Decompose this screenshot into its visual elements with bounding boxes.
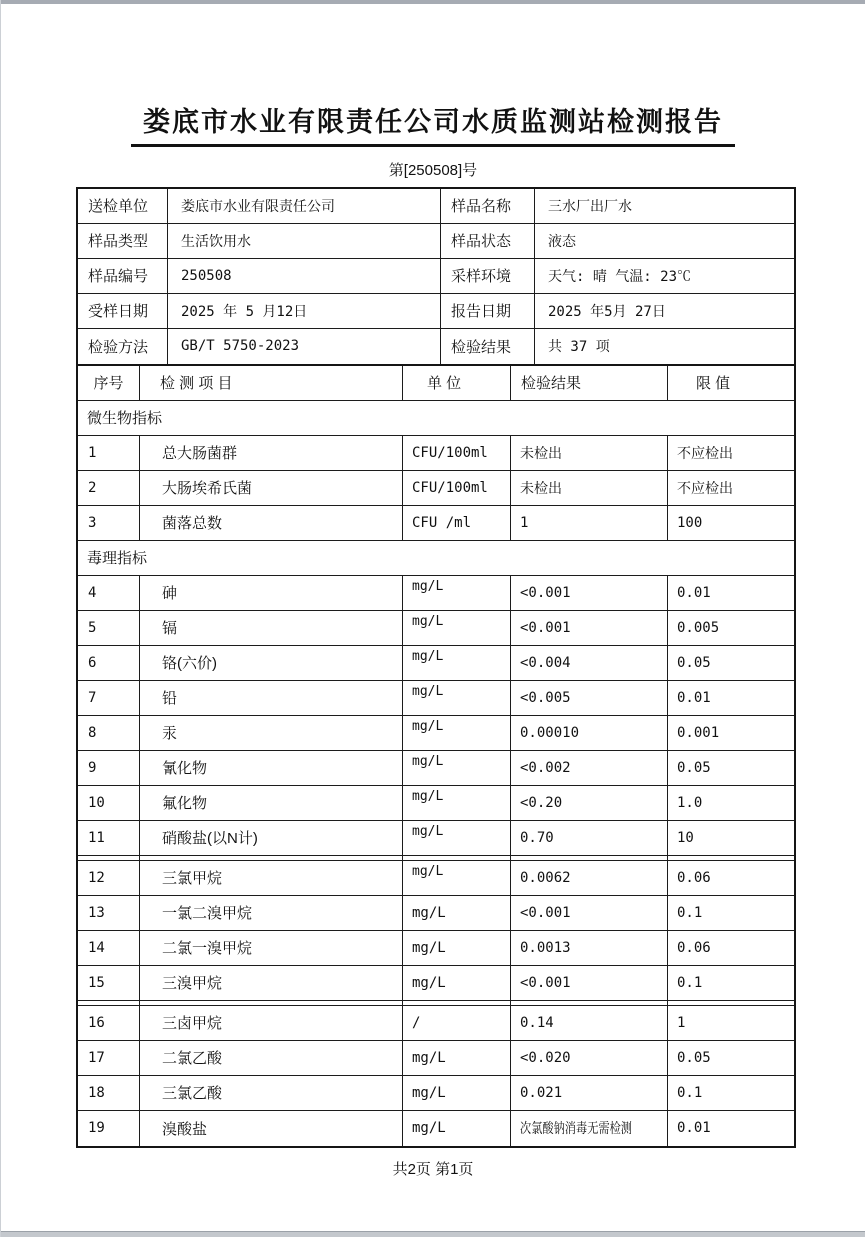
item-no: 15 [78,966,140,1000]
item-no: 14 [78,931,140,965]
item-no: 13 [78,896,140,930]
item-result: 0.021 [511,1076,668,1110]
info-value: 天气: 晴 气温: 23℃ [548,268,692,285]
item-unit: mg/L [403,751,511,785]
info-label: 受样日期 [78,294,168,328]
results-header-row [78,366,794,401]
section-label: 毒理指标 [87,550,148,568]
item-name: 菌落总数 [140,506,403,540]
header-limit: 限 值 [696,375,731,393]
info-row [78,329,794,364]
result-row [78,436,794,471]
item-limit: 0.01 [677,1120,711,1137]
item-result: <0.001 [511,611,668,645]
item-no: 7 [78,681,140,715]
item-limit: 0.005 [677,619,720,636]
item-unit: mg/L [403,821,511,855]
item-no: 4 [78,576,140,610]
seam-cell [140,1001,403,1005]
item-limit: 0.1 [677,904,703,921]
item-no: 9 [78,751,140,785]
info-value: GB/T 5750-2023 [168,329,441,364]
info-value: 共 37 项 [548,339,610,356]
item-result: 1 [511,506,668,540]
page-title: 娄底市水业有限责任公司水质监测站检测报告 [143,107,723,137]
item-no: 10 [78,786,140,820]
seam-cell [511,1001,668,1005]
item-result: <0.002 [511,751,668,785]
result-row [78,576,794,611]
item-name: 三溴甲烷 [140,966,403,1000]
info-label: 样品类型 [78,224,168,258]
result-row [78,506,794,541]
item-name: 一氯二溴甲烷 [140,896,403,930]
seam-cell [403,1001,511,1005]
item-unit: mg/L [403,576,511,610]
result-row [78,1041,794,1076]
item-unit: CFU/100ml [403,436,511,470]
item-unit: mg/L [403,646,511,680]
item-limit: 不应检出 [677,445,733,462]
item-result: <0.001 [511,576,668,610]
result-row [78,786,794,821]
item-no: 8 [78,716,140,750]
item-name: 三氯甲烷 [140,861,403,895]
result-row [78,646,794,681]
item-result: <0.020 [511,1041,668,1075]
info-label: 送检单位 [78,189,168,223]
item-limit: 0.05 [677,654,711,671]
item-limit: 0.06 [677,869,711,886]
result-row [78,1076,794,1111]
item-no: 5 [78,611,140,645]
info-label: 报告日期 [441,294,535,328]
item-limit: 0.05 [677,759,711,776]
result-row [78,1111,794,1146]
result-row [78,1006,794,1041]
item-result: 0.00010 [511,716,668,750]
item-no: 11 [78,821,140,855]
item-no: 16 [78,1006,140,1040]
seam-cell [78,856,140,860]
item-result: <0.004 [511,646,668,680]
item-name: 氟化物 [140,786,403,820]
item-result: <0.005 [511,681,668,715]
item-unit: mg/L [403,1111,511,1146]
item-no: 1 [78,436,140,470]
results-body [78,401,794,1146]
item-result: 0.70 [511,821,668,855]
item-result: <0.20 [511,786,668,820]
item-result: <0.001 [511,896,668,930]
item-no: 3 [78,506,140,540]
viewport-top-edge [1,0,865,4]
item-name: 氰化物 [140,751,403,785]
item-unit: CFU /ml [403,506,511,540]
item-limit: 0.01 [677,584,711,601]
header-result: 检验结果 [511,366,668,400]
item-unit: mg/L [403,1076,511,1110]
item-limit: 0.05 [677,1049,711,1066]
item-unit: mg/L [403,931,511,965]
item-limit: 不应检出 [677,480,733,497]
seam-cell [78,1001,140,1005]
item-name: 铅 [140,681,403,715]
item-result-text: 次氯酸钠消毒无需检测 [520,1121,632,1138]
info-value: 2025 年5月 27日 [548,303,666,320]
item-name: 三卤甲烷 [140,1006,403,1040]
viewport-bottom-edge [1,1231,865,1237]
results-table [76,366,796,1148]
item-name: 三氯乙酸 [140,1076,403,1110]
item-result: <0.001 [511,966,668,1000]
item-name: 铬(六价) [140,646,403,680]
info-table [76,187,796,366]
item-unit: mg/L [403,1041,511,1075]
item-limit: 0.06 [677,939,711,956]
result-row [78,716,794,751]
item-limit: 0.01 [677,689,711,706]
result-row [78,821,794,856]
item-limit: 0.001 [677,724,720,741]
result-row [78,861,794,896]
item-name: 二氯一溴甲烷 [140,931,403,965]
result-row [78,681,794,716]
item-unit: mg/L [403,861,511,895]
info-label: 样品状态 [441,224,535,258]
item-result: 0.14 [511,1006,668,1040]
item-name: 大肠埃希氏菌 [140,471,403,505]
item-no: 12 [78,861,140,895]
info-row [78,189,794,224]
info-label: 检验方法 [78,329,168,364]
item-limit: 0.1 [677,1084,703,1101]
info-label: 样品名称 [441,189,535,223]
item-name: 硝酸盐(以N计) [140,821,403,855]
item-result: 未检出 [511,471,668,505]
seam-cell [668,856,794,860]
info-value: 生活饮用水 [168,224,441,258]
item-unit: mg/L [403,611,511,645]
section-row [78,401,794,436]
seam-cell [140,856,403,860]
info-row [78,259,794,294]
section-label: 微生物指标 [87,410,163,428]
info-label: 检验结果 [441,329,535,364]
title-underline [131,144,735,147]
item-unit: mg/L [403,966,511,1000]
item-name: 溴酸盐 [140,1111,403,1146]
page-footer: 共2页 第1页 [392,1160,474,1178]
result-row [78,931,794,966]
report-number: 第[250508]号 [388,161,478,179]
item-unit: mg/L [403,896,511,930]
item-name: 二氯乙酸 [140,1041,403,1075]
result-row [78,751,794,786]
item-name: 总大肠菌群 [140,436,403,470]
info-value: 娄底市水业有限责任公司 [168,189,441,223]
seam-cell [511,856,668,860]
item-no: 18 [78,1076,140,1110]
item-name: 汞 [140,716,403,750]
item-result: 0.0062 [511,861,668,895]
item-no: 6 [78,646,140,680]
item-unit: mg/L [403,716,511,750]
info-value: 三水厂出厂水 [548,198,632,215]
item-unit: CFU/100ml [403,471,511,505]
header-no: 序号 [78,366,140,400]
item-limit: 1.0 [677,794,703,811]
item-no: 17 [78,1041,140,1075]
item-unit: mg/L [403,681,511,715]
item-result: 0.0013 [511,931,668,965]
item-name: 砷 [140,576,403,610]
info-label: 采样环境 [441,259,535,293]
result-row [78,896,794,931]
header-item: 检 测 项 目 [140,366,403,400]
info-value: 2025 年 5 月12日 [168,294,441,328]
section-row [78,541,794,576]
info-value: 250508 [168,259,441,293]
info-value: 液态 [548,233,576,250]
info-row [78,294,794,329]
item-result [511,1111,668,1146]
info-row [78,224,794,259]
item-unit: mg/L [403,786,511,820]
seam-cell [668,1001,794,1005]
result-row [78,471,794,506]
header-unit: 单 位 [403,366,511,400]
item-limit: 1 [677,1014,686,1031]
result-row [78,611,794,646]
item-name: 镉 [140,611,403,645]
item-no: 2 [78,471,140,505]
item-unit: / [403,1006,511,1040]
item-limit: 10 [677,829,694,846]
result-row [78,966,794,1001]
item-no: 19 [78,1111,140,1146]
item-result: 未检出 [511,436,668,470]
item-limit: 0.1 [677,974,703,991]
item-limit: 100 [677,514,703,531]
info-label: 样品编号 [78,259,168,293]
seam-cell [403,856,511,860]
